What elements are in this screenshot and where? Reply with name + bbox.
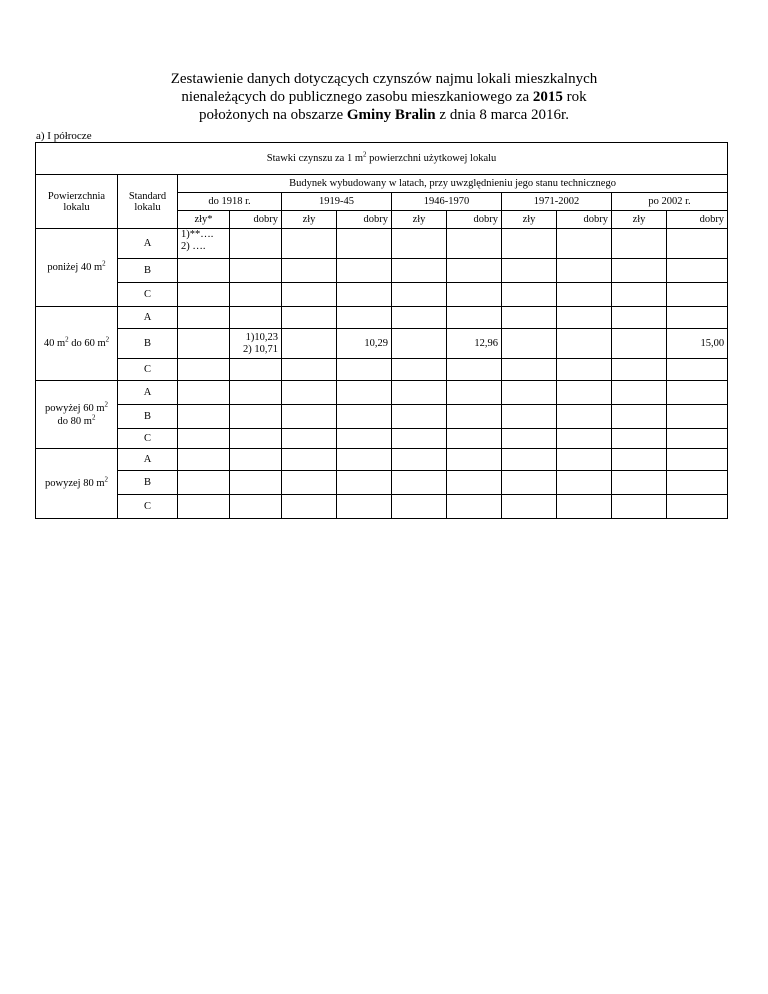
standard-label: A (118, 449, 178, 471)
condition-header: zły (392, 211, 447, 229)
standard-label: B (118, 471, 178, 495)
title-line-3 (100, 106, 668, 124)
area-sup: 2 (65, 335, 69, 344)
area-label (36, 229, 118, 307)
col-header-area: Powierzchnia lokalu (36, 175, 118, 229)
document-title (100, 70, 668, 124)
area-text: poniżej 40 m (47, 262, 103, 273)
value-cell (178, 229, 230, 259)
area-text: powyżej 60 m (45, 402, 105, 414)
area-text: do 60 m (68, 338, 106, 349)
table-row (36, 259, 728, 283)
area-sup: 2 (104, 400, 108, 408)
value-cell: 10,29 (337, 329, 392, 359)
condition-header: dobry (337, 211, 392, 229)
value-cell: 12,96 (447, 329, 502, 359)
period-header: 1971-2002 (502, 193, 612, 211)
period-header: 1946-1970 (392, 193, 502, 211)
title-line-3-end: z dnia 8 marca 2016r. (435, 107, 569, 123)
period-header: do 1918 r. (178, 193, 282, 211)
table-row (36, 229, 728, 259)
value-line: 2) …. (181, 241, 206, 252)
condition-header: dobry (230, 211, 282, 229)
condition-header: dobry (447, 211, 502, 229)
col-header-building: Budynek wybudowany w latach, przy uwzględnieniu jego stanu technicznego (178, 175, 728, 193)
value-cell: 15,00 (667, 329, 728, 359)
condition-header: zły (502, 211, 557, 229)
title-line-2-end: rok (562, 89, 587, 105)
table-row (36, 307, 728, 329)
table-main-header (36, 143, 728, 175)
period-header: po 2002 r. (612, 193, 728, 211)
condition-header: zły* (178, 211, 230, 229)
section-label: a) I półrocze (36, 130, 92, 142)
value-line: 1)10,23 (245, 331, 278, 343)
col-header-standard: Standard lokalu (118, 175, 178, 229)
table-row (36, 429, 728, 449)
standard-label: C (118, 429, 178, 449)
area-text: do 80 m (57, 415, 92, 427)
standard-label: C (118, 495, 178, 519)
title-line-2 (100, 88, 668, 106)
standard-label: B (118, 259, 178, 283)
main-header-text-end: powierzchni użytkowej lokalu (366, 153, 497, 164)
area-text: powyzej 80 m (45, 478, 105, 489)
table-row (36, 359, 728, 381)
table-row (36, 405, 728, 429)
title-line-2-text: nienależących do publicznego zasobu mieszkaniowego za (181, 89, 533, 105)
main-header-sup: 2 (363, 150, 367, 159)
area-line (39, 402, 114, 415)
value-line: 1)**…. (181, 229, 214, 240)
table-row (36, 329, 728, 359)
title-line-3-text: położonych na obszarze (199, 107, 347, 123)
condition-header: dobry (557, 211, 612, 229)
main-header-text: Stawki czynszu za 1 m (266, 153, 364, 164)
table-row (36, 283, 728, 307)
standard-label: C (118, 359, 178, 381)
table-row (36, 449, 728, 471)
area-label (36, 381, 118, 449)
condition-header: zły (282, 211, 337, 229)
area-label (36, 449, 118, 519)
condition-header: zły (612, 211, 667, 229)
rent-table (35, 142, 728, 519)
value-cell (230, 329, 282, 359)
standard-label: B (118, 405, 178, 429)
table-row (36, 471, 728, 495)
area-line (39, 415, 114, 428)
standard-label: A (118, 381, 178, 405)
area-sup: 2 (104, 475, 108, 484)
area-text: 40 m (43, 338, 66, 349)
condition-header: dobry (667, 211, 728, 229)
standard-label: A (118, 307, 178, 329)
standard-label: C (118, 283, 178, 307)
area-label (36, 307, 118, 381)
area-sup: 2 (102, 259, 106, 268)
table-row (36, 495, 728, 519)
title-gmina: Gminy Bralin (346, 107, 436, 123)
value-line: 2) 10,71 (243, 343, 278, 355)
standard-label: A (118, 229, 178, 259)
title-year: 2015 (532, 89, 563, 105)
area-sup: 2 (105, 335, 110, 344)
table-row (36, 381, 728, 405)
period-header: 1919-45 (282, 193, 392, 211)
title-line-1: Zestawienie danych dotyczących czynszów najmu lokali mieszkalnych (170, 71, 598, 87)
standard-label: B (118, 329, 178, 359)
area-sup: 2 (91, 413, 96, 421)
